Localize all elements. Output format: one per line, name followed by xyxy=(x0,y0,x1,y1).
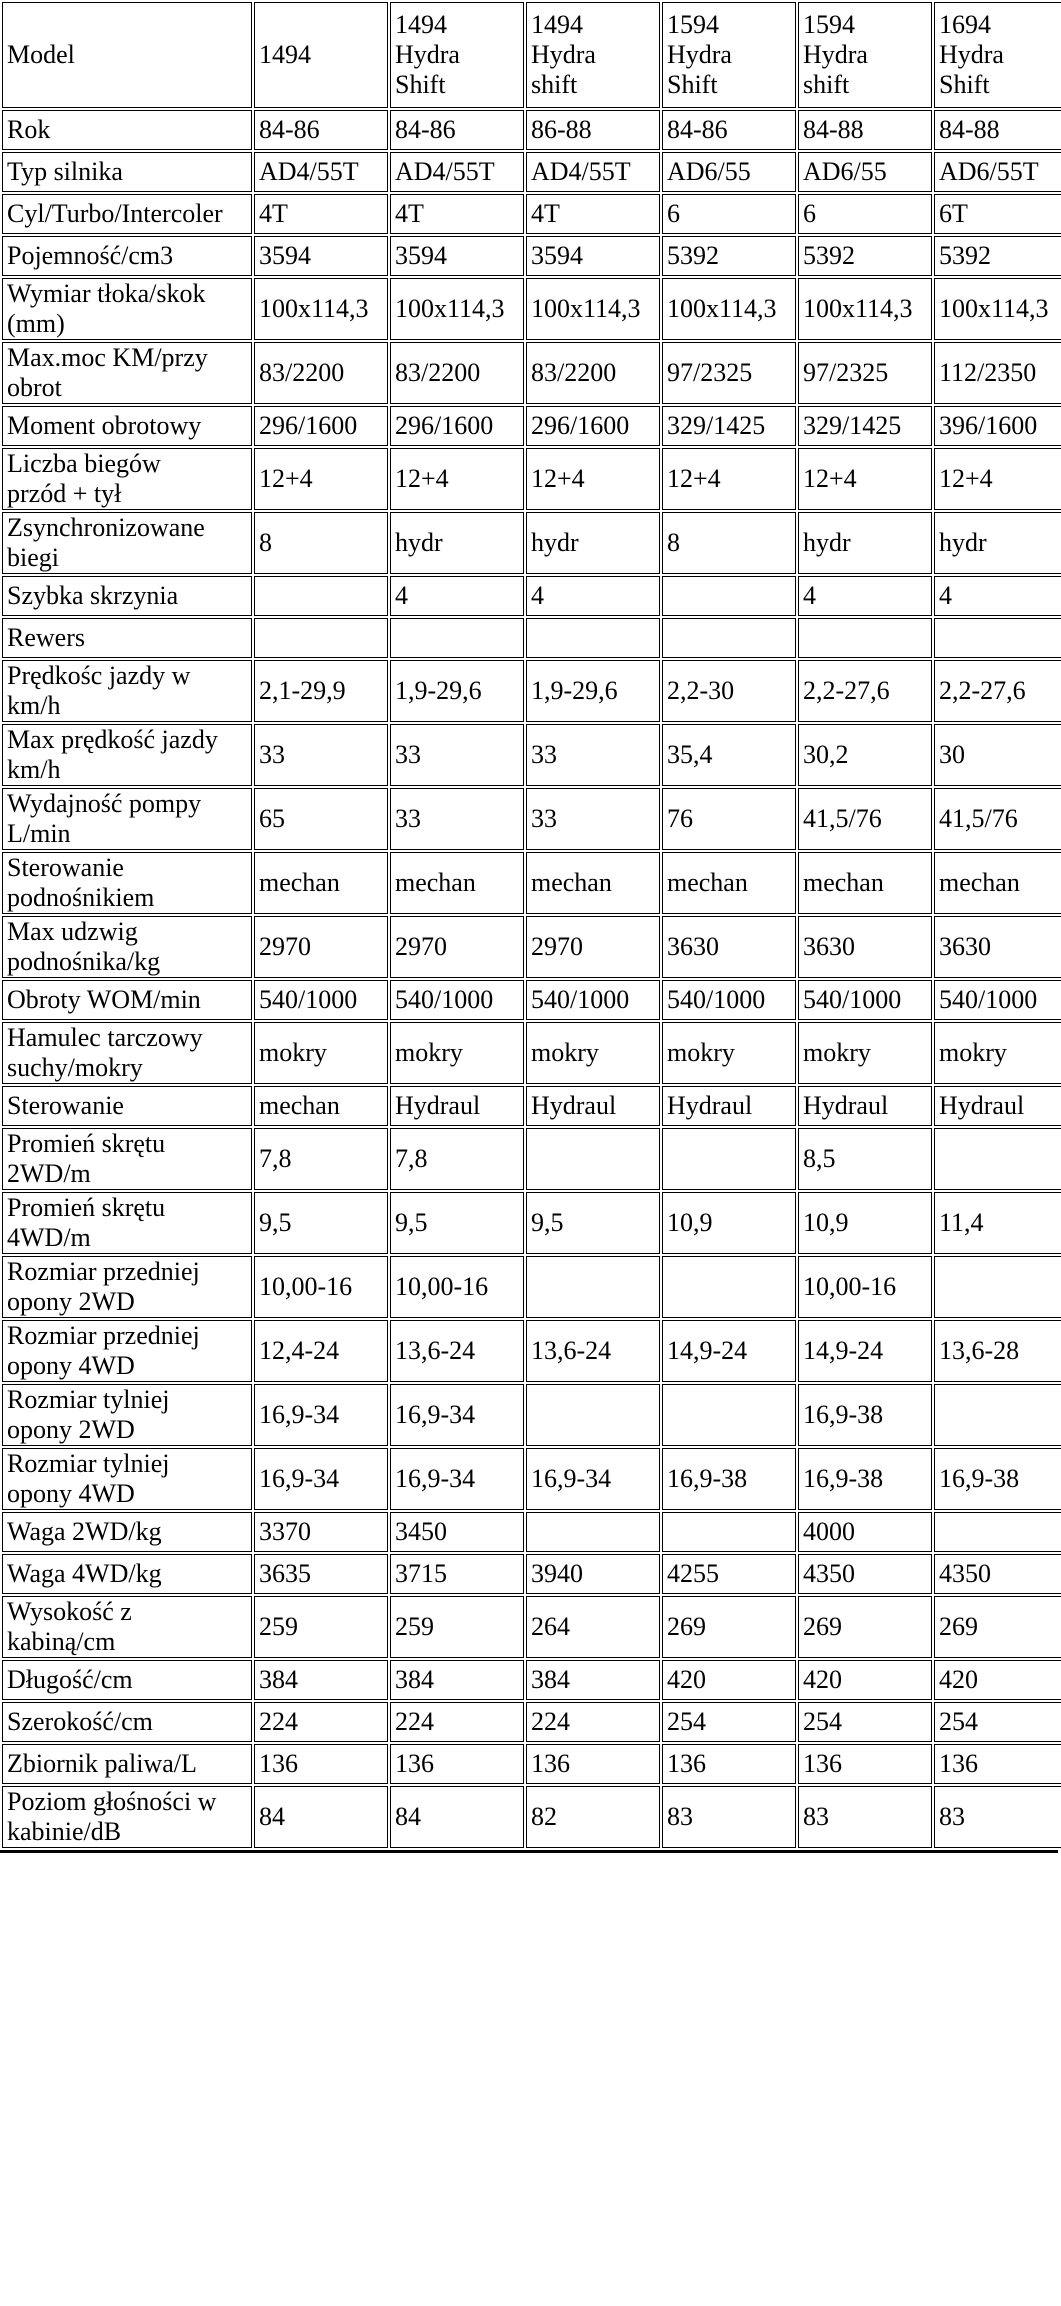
table-cell: 540/1000 xyxy=(390,980,524,1020)
table-cell: mechan xyxy=(254,852,388,914)
table-cell: mokry xyxy=(390,1022,524,1084)
table-cell: 3630 xyxy=(934,916,1061,978)
table-cell: mechan xyxy=(254,1086,388,1126)
table-cell: 84-88 xyxy=(934,110,1061,150)
table-cell: 12+4 xyxy=(934,448,1061,510)
table-cell: 259 xyxy=(254,1596,388,1658)
table-row xyxy=(2,1086,1061,1126)
table-row xyxy=(2,1384,1061,1446)
header-row xyxy=(2,2,1061,108)
table-cell: 136 xyxy=(526,1744,660,1784)
table-row xyxy=(2,1660,1061,1700)
table-cell: mokry xyxy=(526,1022,660,1084)
table-row xyxy=(2,1192,1061,1254)
table-cell: 224 xyxy=(390,1702,524,1742)
table-cell: 5392 xyxy=(934,236,1061,276)
row-label: Obroty WOM/min xyxy=(2,980,252,1020)
row-label: Wydajność pompy L/min xyxy=(2,788,252,850)
table-cell: AD6/55 xyxy=(662,152,796,192)
table-cell: 329/1425 xyxy=(798,406,932,446)
table-cell: 136 xyxy=(662,1744,796,1784)
table-row xyxy=(2,1128,1061,1190)
table-row xyxy=(2,236,1061,276)
table-cell: 420 xyxy=(934,1660,1061,1700)
table-cell: 329/1425 xyxy=(662,406,796,446)
table-cell: 269 xyxy=(934,1596,1061,1658)
table-cell: 8 xyxy=(662,512,796,574)
table-cell: 10,9 xyxy=(798,1192,932,1254)
table-cell: AD4/55T xyxy=(254,152,388,192)
table-cell xyxy=(934,1256,1061,1318)
row-label: Max prędkość jazdy km/h xyxy=(2,724,252,786)
table-cell: 3594 xyxy=(526,236,660,276)
table-cell: 84 xyxy=(390,1786,524,1848)
table-cell: 7,8 xyxy=(390,1128,524,1190)
table-cell: 224 xyxy=(526,1702,660,1742)
table-cell: 259 xyxy=(390,1596,524,1658)
table-cell xyxy=(662,1384,796,1446)
table-cell: 4255 xyxy=(662,1554,796,1594)
table-cell: 35,4 xyxy=(662,724,796,786)
table-row xyxy=(2,916,1061,978)
table-cell: 12+4 xyxy=(798,448,932,510)
table-cell: 83 xyxy=(798,1786,932,1848)
table-cell: 224 xyxy=(254,1702,388,1742)
table-cell: 83 xyxy=(934,1786,1061,1848)
table-cell: 4 xyxy=(390,576,524,616)
table-cell: 4000 xyxy=(798,1512,932,1552)
table-cell: 83 xyxy=(662,1786,796,1848)
table-cell: 7,8 xyxy=(254,1128,388,1190)
table-cell: 30 xyxy=(934,724,1061,786)
table-cell: 2,2-27,6 xyxy=(934,660,1061,722)
table-cell: 3450 xyxy=(390,1512,524,1552)
row-label: Max.moc KM/przy obrot xyxy=(2,342,252,404)
table-cell: AD4/55T xyxy=(526,152,660,192)
row-label: Szybka skrzynia xyxy=(2,576,252,616)
table-cell: 1,9-29,6 xyxy=(390,660,524,722)
table-cell: 6 xyxy=(798,194,932,234)
table-cell: 1,9-29,6 xyxy=(526,660,660,722)
table-cell: 396/1600 xyxy=(934,406,1061,446)
table-cell: Hydraul xyxy=(934,1086,1061,1126)
header-cell: 1594 Hydra Shift xyxy=(662,2,796,108)
table-cell xyxy=(662,618,796,658)
table-cell: mechan xyxy=(662,852,796,914)
table-cell: 30,2 xyxy=(798,724,932,786)
table-cell: 16,9-38 xyxy=(934,1448,1061,1510)
table-row xyxy=(2,1320,1061,1382)
row-label: Zsynchronizowane biegi xyxy=(2,512,252,574)
table-cell xyxy=(526,1512,660,1552)
table-row xyxy=(2,660,1061,722)
header-cell: 1694 Hydra Shift xyxy=(934,2,1061,108)
table-cell: 136 xyxy=(934,1744,1061,1784)
table-cell: 82 xyxy=(526,1786,660,1848)
table-cell: 12+4 xyxy=(526,448,660,510)
table-cell xyxy=(526,1256,660,1318)
table-cell: 269 xyxy=(798,1596,932,1658)
table-cell: mokry xyxy=(798,1022,932,1084)
table-cell: 16,9-38 xyxy=(662,1448,796,1510)
table-cell: 4350 xyxy=(934,1554,1061,1594)
table-cell: 16,9-38 xyxy=(798,1448,932,1510)
table-cell: 10,00-16 xyxy=(254,1256,388,1318)
table-cell: 296/1600 xyxy=(526,406,660,446)
table-cell: 33 xyxy=(526,724,660,786)
table-cell xyxy=(934,1384,1061,1446)
header-cell: 1494 Hydra shift xyxy=(526,2,660,108)
table-cell: 3630 xyxy=(662,916,796,978)
row-label: Poziom głośności w kabinie/dB xyxy=(2,1786,252,1848)
table-cell: 3594 xyxy=(390,236,524,276)
table-row xyxy=(2,1448,1061,1510)
table-cell: 540/1000 xyxy=(662,980,796,1020)
table-cell: 100x114,3 xyxy=(934,278,1061,340)
table-cell: AD4/55T xyxy=(390,152,524,192)
table-cell: 4T xyxy=(526,194,660,234)
row-label: Sterowanie podnośnikiem xyxy=(2,852,252,914)
table-cell: 97/2325 xyxy=(798,342,932,404)
table-cell: Hydraul xyxy=(662,1086,796,1126)
table-row xyxy=(2,576,1061,616)
row-label: Wymiar tłoka/skok (mm) xyxy=(2,278,252,340)
table-cell: 100x114,3 xyxy=(254,278,388,340)
table-cell: 6T xyxy=(934,194,1061,234)
table-row xyxy=(2,852,1061,914)
table-cell: 10,9 xyxy=(662,1192,796,1254)
table-cell: 254 xyxy=(798,1702,932,1742)
table-cell: 2,2-30 xyxy=(662,660,796,722)
table-cell: 14,9-24 xyxy=(662,1320,796,1382)
table-cell xyxy=(526,1384,660,1446)
table-cell: 112/2350 xyxy=(934,342,1061,404)
table-row xyxy=(2,110,1061,150)
row-label: Pojemność/cm3 xyxy=(2,236,252,276)
table-cell: 8,5 xyxy=(798,1128,932,1190)
table-row xyxy=(2,980,1061,1020)
table-cell: 3370 xyxy=(254,1512,388,1552)
table-cell: 10,00-16 xyxy=(390,1256,524,1318)
table-cell xyxy=(662,1256,796,1318)
table-cell: 16,9-34 xyxy=(254,1384,388,1446)
table-cell: 16,9-34 xyxy=(390,1448,524,1510)
table-cell: 136 xyxy=(390,1744,524,1784)
table-cell: 5392 xyxy=(662,236,796,276)
table-cell: 2970 xyxy=(526,916,660,978)
row-label: Moment obrotowy xyxy=(2,406,252,446)
row-label: Max udzwig podnośnika/kg xyxy=(2,916,252,978)
row-label: Cyl/Turbo/Intercoler xyxy=(2,194,252,234)
row-label: Rozmiar przedniej opony 2WD xyxy=(2,1256,252,1318)
table-row xyxy=(2,1256,1061,1318)
table-cell: 33 xyxy=(254,724,388,786)
table-cell: 264 xyxy=(526,1596,660,1658)
table-cell: mechan xyxy=(798,852,932,914)
table-cell: AD6/55T xyxy=(934,152,1061,192)
table-cell xyxy=(254,576,388,616)
table-row xyxy=(2,788,1061,850)
table-cell: 384 xyxy=(254,1660,388,1700)
table-cell: 540/1000 xyxy=(934,980,1061,1020)
table-cell: 540/1000 xyxy=(526,980,660,1020)
table-cell: 33 xyxy=(390,724,524,786)
table-cell: 4T xyxy=(254,194,388,234)
table-cell: 86-88 xyxy=(526,110,660,150)
table-cell: 254 xyxy=(934,1702,1061,1742)
table-cell: mechan xyxy=(526,852,660,914)
row-label: Waga 2WD/kg xyxy=(2,1512,252,1552)
table-cell: 4 xyxy=(526,576,660,616)
row-label: Prędkośc jazdy w km/h xyxy=(2,660,252,722)
table-cell: 100x114,3 xyxy=(662,278,796,340)
row-label: Promień skrętu 2WD/m xyxy=(2,1128,252,1190)
row-label: Rok xyxy=(2,110,252,150)
table-cell: 76 xyxy=(662,788,796,850)
table-cell: mechan xyxy=(934,852,1061,914)
table-cell xyxy=(662,1512,796,1552)
table-cell: 83/2200 xyxy=(526,342,660,404)
table-row xyxy=(2,406,1061,446)
table-cell: 296/1600 xyxy=(254,406,388,446)
table-cell: 9,5 xyxy=(254,1192,388,1254)
table-cell: 83/2200 xyxy=(254,342,388,404)
table-cell: 100x114,3 xyxy=(390,278,524,340)
table-cell: 540/1000 xyxy=(254,980,388,1020)
table-cell: 65 xyxy=(254,788,388,850)
table-cell: hydr xyxy=(798,512,932,574)
table-cell xyxy=(526,618,660,658)
row-label: Hamulec tarczowy suchy/mokry xyxy=(2,1022,252,1084)
table-cell: 5392 xyxy=(798,236,932,276)
table-cell: 10,00-16 xyxy=(798,1256,932,1318)
table-row xyxy=(2,1596,1061,1658)
row-label: Promień skrętu 4WD/m xyxy=(2,1192,252,1254)
table-cell: 3635 xyxy=(254,1554,388,1594)
table-cell: 11,4 xyxy=(934,1192,1061,1254)
table-cell: 84 xyxy=(254,1786,388,1848)
table-cell: 12,4-24 xyxy=(254,1320,388,1382)
table-cell: Hydraul xyxy=(798,1086,932,1126)
table-row xyxy=(2,342,1061,404)
table-cell: Hydraul xyxy=(526,1086,660,1126)
table-cell: 13,6-24 xyxy=(526,1320,660,1382)
table-row xyxy=(2,1702,1061,1742)
row-label: Waga 4WD/kg xyxy=(2,1554,252,1594)
table-cell: 97/2325 xyxy=(662,342,796,404)
table-row xyxy=(2,194,1061,234)
table-cell: 2970 xyxy=(254,916,388,978)
table-cell: 84-86 xyxy=(390,110,524,150)
table-cell: 2970 xyxy=(390,916,524,978)
row-label: Długość/cm xyxy=(2,1660,252,1700)
table-cell: 3940 xyxy=(526,1554,660,1594)
table-cell: 6 xyxy=(662,194,796,234)
table-cell: 14,9-24 xyxy=(798,1320,932,1382)
table-cell: 9,5 xyxy=(390,1192,524,1254)
header-cell: 1594 Hydra shift xyxy=(798,2,932,108)
table-cell: 384 xyxy=(390,1660,524,1700)
table-row xyxy=(2,1512,1061,1552)
table-cell: 2,2-27,6 xyxy=(798,660,932,722)
spec-table-body xyxy=(2,110,1061,1848)
table-cell: 8 xyxy=(254,512,388,574)
header-cell: 1494 Hydra Shift xyxy=(390,2,524,108)
table-cell: 13,6-28 xyxy=(934,1320,1061,1382)
table-cell: 84-86 xyxy=(254,110,388,150)
table-cell: 12+4 xyxy=(390,448,524,510)
table-cell: 100x114,3 xyxy=(798,278,932,340)
table-row xyxy=(2,512,1061,574)
table-cell xyxy=(254,618,388,658)
table-cell xyxy=(798,618,932,658)
table-cell: 3630 xyxy=(798,916,932,978)
table-cell: hydr xyxy=(934,512,1061,574)
table-cell: 13,6-24 xyxy=(390,1320,524,1382)
table-cell: 136 xyxy=(798,1744,932,1784)
table-row xyxy=(2,1022,1061,1084)
table-cell: hydr xyxy=(390,512,524,574)
table-cell: 4 xyxy=(934,576,1061,616)
table-cell: 3594 xyxy=(254,236,388,276)
table-row xyxy=(2,1744,1061,1784)
table-row xyxy=(2,724,1061,786)
table-cell: 12+4 xyxy=(254,448,388,510)
table-cell: 4 xyxy=(798,576,932,616)
table-cell: 9,5 xyxy=(526,1192,660,1254)
table-cell: 12+4 xyxy=(662,448,796,510)
table-row xyxy=(2,152,1061,192)
table-cell: 41,5/76 xyxy=(934,788,1061,850)
table-cell xyxy=(934,618,1061,658)
table-cell: 16,9-38 xyxy=(798,1384,932,1446)
table-cell xyxy=(662,1128,796,1190)
row-label: Sterowanie xyxy=(2,1086,252,1126)
table-cell xyxy=(934,1128,1061,1190)
row-label: Typ silnika xyxy=(2,152,252,192)
table-cell: 33 xyxy=(390,788,524,850)
table-cell: 136 xyxy=(254,1744,388,1784)
table-cell: 384 xyxy=(526,1660,660,1700)
row-label: Liczba biegów przód + tył xyxy=(2,448,252,510)
row-label: Zbiornik paliwa/L xyxy=(2,1744,252,1784)
table-cell: 33 xyxy=(526,788,660,850)
row-label: Wysokość z kabiną/cm xyxy=(2,1596,252,1658)
row-label: Rozmiar tylniej opony 2WD xyxy=(2,1384,252,1446)
table-cell xyxy=(934,1512,1061,1552)
table-cell: mokry xyxy=(662,1022,796,1084)
header-cell-model: Model xyxy=(2,2,252,108)
table-cell: 16,9-34 xyxy=(254,1448,388,1510)
table-cell: 540/1000 xyxy=(798,980,932,1020)
table-cell: 100x114,3 xyxy=(526,278,660,340)
table-cell: 4T xyxy=(390,194,524,234)
header-cell: 1494 xyxy=(254,2,388,108)
table-cell xyxy=(526,1128,660,1190)
table-row xyxy=(2,1786,1061,1848)
row-label: Rozmiar tylniej opony 4WD xyxy=(2,1448,252,1510)
table-row xyxy=(2,618,1061,658)
table-cell: 84-88 xyxy=(798,110,932,150)
table-row xyxy=(2,1554,1061,1594)
table-cell: 41,5/76 xyxy=(798,788,932,850)
table-row xyxy=(2,448,1061,510)
table-cell: hydr xyxy=(526,512,660,574)
table-cell: 269 xyxy=(662,1596,796,1658)
table-cell: 16,9-34 xyxy=(526,1448,660,1510)
table-cell: AD6/55 xyxy=(798,152,932,192)
table-cell xyxy=(662,576,796,616)
table-row xyxy=(2,278,1061,340)
row-label: Rozmiar przedniej opony 4WD xyxy=(2,1320,252,1382)
table-cell: mokry xyxy=(254,1022,388,1084)
table-cell: 4350 xyxy=(798,1554,932,1594)
table-cell: 2,1-29,9 xyxy=(254,660,388,722)
table-cell: mokry xyxy=(934,1022,1061,1084)
table-cell: 83/2200 xyxy=(390,342,524,404)
row-label: Szerokość/cm xyxy=(2,1702,252,1742)
table-cell: Hydraul xyxy=(390,1086,524,1126)
table-cell: 420 xyxy=(662,1660,796,1700)
table-cell xyxy=(390,618,524,658)
table-cell: mechan xyxy=(390,852,524,914)
table-cell: 420 xyxy=(798,1660,932,1700)
table-cell: 254 xyxy=(662,1702,796,1742)
row-label: Rewers xyxy=(2,618,252,658)
table-cell: 3715 xyxy=(390,1554,524,1594)
table-cell: 84-86 xyxy=(662,110,796,150)
table-cell: 16,9-34 xyxy=(390,1384,524,1446)
table-cell: 296/1600 xyxy=(390,406,524,446)
